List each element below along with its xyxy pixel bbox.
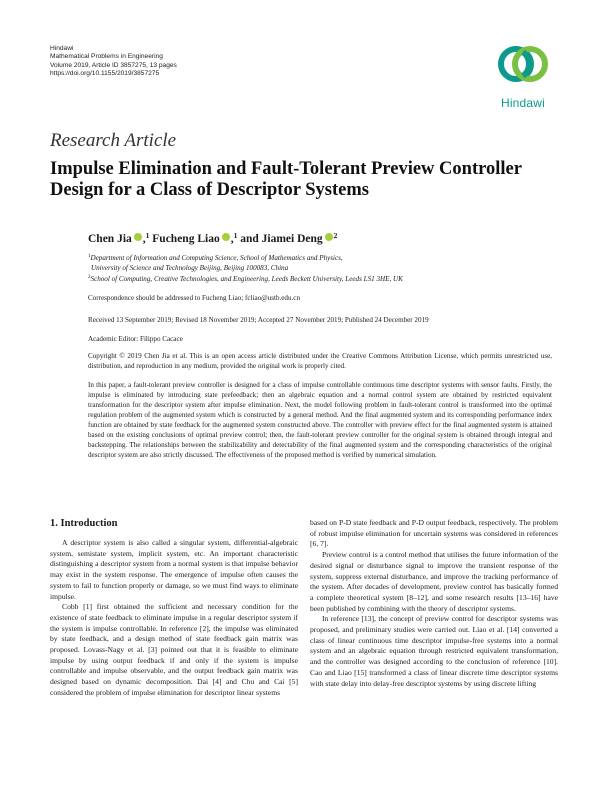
right-column <box>310 518 558 689</box>
section-heading: 1. Introduction <box>50 518 118 529</box>
doi-link[interactable]: https://doi.org/10.1155/2019/3857275 <box>50 70 160 78</box>
affiliation-text: School of Computing, Creative Technologies, and Engineering, Leeds Beckett University, Leeds LS1 3HE, UK <box>90 275 403 284</box>
paragraph: Cobb [1] first obtained the sufficient and necessary condition for the existence of state feedback to eliminate impulse in a regular descriptor system if the system is impulse controllable. In reference [2], the impulse was eliminated by state feedback, and a design method of state feedback gain matrix was proposed. Lovass-Nagy et al. [3] pointed out that it is feasible to eliminate impulse by using output feedback if and only if the system is impulse controllable and impulse observable, and the output feedback gain matrix was designed based on dynamic decomposition. Dai [4] and Chu and Cai [5] considered the problem of impulse elimination for descriptor linear systems <box>50 602 298 697</box>
orcid-icon[interactable] <box>222 233 230 241</box>
journal-header <box>50 45 177 79</box>
journal-name: Mathematical Problems in Engineering <box>50 53 163 61</box>
academic-editor: Academic Editor: Filippo Cacace <box>88 335 183 343</box>
paper-title: Impulse Elimination and Fault-Tolerant Preview Controller Design for a Class of Descriptor Systems <box>50 159 522 200</box>
author-name[interactable]: Chen Jia <box>88 233 132 245</box>
affiliation-1 <box>88 252 558 264</box>
logo-text: Hindawi <box>500 96 546 110</box>
orcid-icon[interactable] <box>325 233 333 241</box>
affiliation-sup: 2 <box>333 231 338 240</box>
separator: and <box>237 233 262 245</box>
affiliation-sup: 2 <box>88 275 91 281</box>
publisher-name: Hindawi <box>50 45 74 52</box>
author-name[interactable]: Jiamei Deng <box>261 233 323 245</box>
paragraph: In reference [13], the concept of preview control for descriptor systems was proposed, and preliminary studies were carried out. Liao et al. [14] converted a class of linear continuous time descriptor impulse-free systems into a normal system and an algebraic equation through restricted equivalent transformation, and the controller was designed according to the conclusion of reference [10]. Cao and Liao [15] transformed a class of linear discrete time descriptor systems with state delay into delay-free descriptor systems by using discrete lifting <box>310 614 558 688</box>
author-list <box>88 231 337 245</box>
paragraph: based on P-D state feedback and P-D output feedback, respectively. The problem of robust impulse elimination for uncertain systems was considered in references [6, 7]. <box>310 518 558 549</box>
article-type: Research Article <box>50 130 177 151</box>
affiliation-text: Department of Information and Computing Science, School of Mathematics and Physics, <box>90 254 343 262</box>
affiliation-sup: 1 <box>88 254 91 259</box>
orcid-icon[interactable] <box>134 233 142 241</box>
affiliation-sup: 1 <box>233 231 238 240</box>
correspondence: Correspondence should be addressed to Fucheng Liao; fcliao@ustb.edu.cn <box>88 294 300 302</box>
separator: , <box>142 233 146 245</box>
separator: , <box>230 233 234 245</box>
author-name[interactable]: Fucheng Liao <box>152 233 220 245</box>
affiliation-2 <box>88 273 558 285</box>
paragraph: A descriptor system is also called a singular system, differential-algebraic system, semistate system, implicit system, etc. An important characteristic distinguishing a descriptor system from a normal system is that impulse behavior may exist in the system response. The emergence of impulse often causes the system to fail to function properly or damage, so we must find ways to eliminate impulse. <box>50 538 298 601</box>
hindawi-logo <box>492 40 554 110</box>
left-column <box>50 538 298 699</box>
abstract: In this paper, a fault-tolerant preview controller is designed for a class of impulse controllable continuous time descriptor systems with sensor faults. Firstly, the impulse is eliminated by introducing state prefeedback; then an algebraic equation and a normal control system are obtained by restricted equivalent transformation for the descriptor system after impulse elimination. Next, the model following problem in fault-tolerant control is transformed into the optimal regulation problem of the augmented system which is constructed by a general method. And the final augmented system and its corresponding performance index function are obtained by state feedback for the augmented system constructed above. The controller with preview effect for the final augmented system is attained based on the existing conclusions of optimal preview control; then, the fault-tolerant preview controller for the original system is obtained through integral and backstepping. The relationships between the stabilizability and detectability of the final augmented system and the corresponding characteristics of the original descriptor system are also strictly discussed. The effectiveness of the proposed method is verified by numerical simulation. <box>88 381 552 459</box>
hindawi-logo-icon <box>492 40 554 94</box>
volume-info: Volume 2019, Article ID 3857275, 13 pages <box>50 61 177 69</box>
paragraph: Preview control is a control method that utilises the future information of the desired signal or disturbance signal to improve the transient response of the system, suppress external disturbance, and improve the tracking performance of the system. After decades of development, preview control has basically formed a complete theoretical system [8–12], and some research results [13–16] have been published by combining with the theory of descriptor systems. <box>310 550 558 613</box>
affiliation-sup: 1 <box>145 231 150 240</box>
copyright-notice: Copyright © 2019 Chen Jia et al. This is an open access article distributed under the Creative Commons Attribution License, which permits unrestricted use, distribution, and reproduction in any medium, provided the original work is properly cited. <box>88 352 552 370</box>
affiliation-1-cont: University of Science and Technology Beijing, Beijing 100083, China <box>91 263 289 272</box>
publication-dates: Received 13 September 2019; Revised 18 November 2019; Accepted 27 November 2019; Published 24 December 2019 <box>88 316 429 324</box>
affiliations <box>88 252 558 285</box>
